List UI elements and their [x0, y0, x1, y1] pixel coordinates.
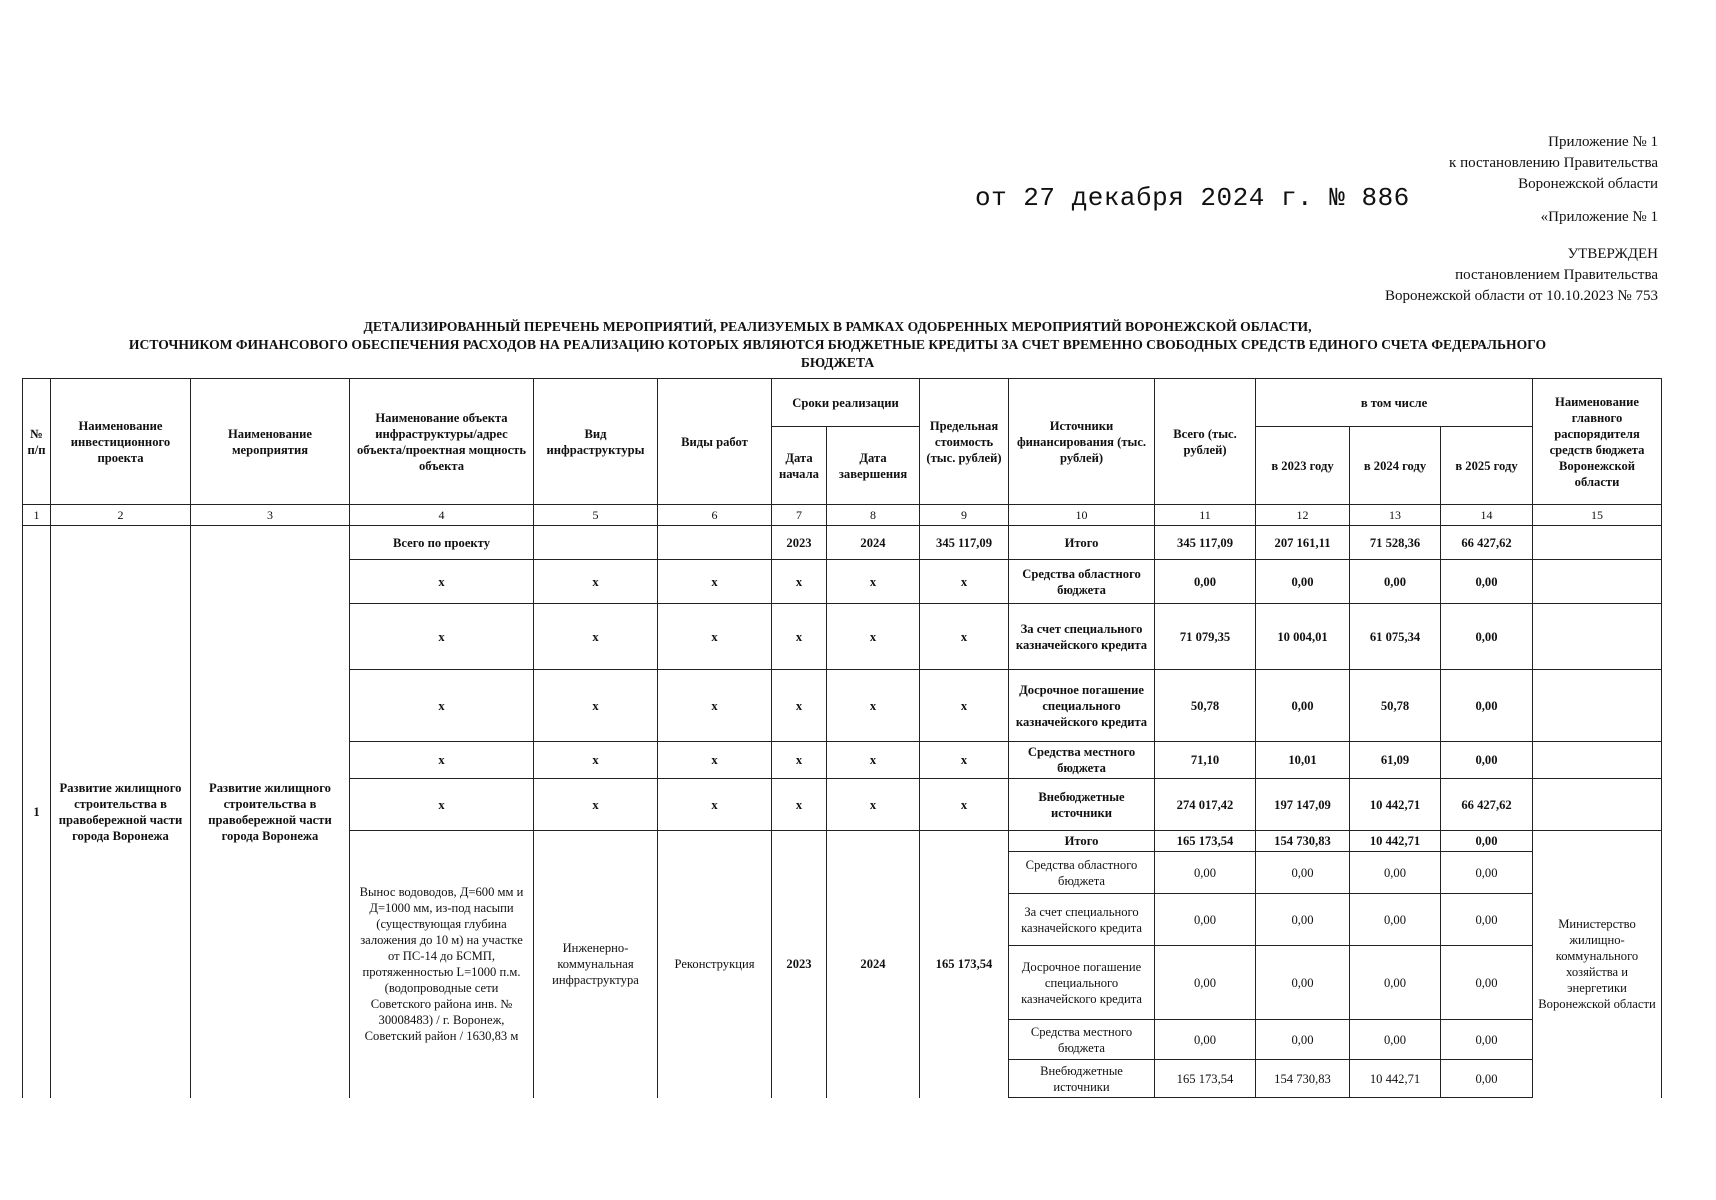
financing-table [22, 378, 1662, 1098]
x-mark: x [350, 560, 534, 604]
project-2024: 71 528,36 [1350, 526, 1441, 560]
object-total: 0,00 [1155, 946, 1256, 1020]
x-mark: x [534, 742, 658, 779]
object-total: 0,00 [1155, 852, 1256, 894]
annex-line: Приложение № 1 [1548, 134, 1658, 150]
col-header-infra: Вид инфраструктуры [534, 379, 658, 505]
source-name: Внебюджетные источники [1009, 779, 1155, 831]
source-2025: 0,00 [1441, 560, 1533, 604]
project-start: 2023 [772, 526, 827, 560]
object-source: За счет специального казначейского кредита [1009, 894, 1155, 946]
col-number: 13 [1350, 505, 1441, 526]
x-mark: x [920, 779, 1009, 831]
approved-line: УТВЕРЖДЕН [1567, 246, 1658, 262]
object-2025: 0,00 [1441, 1060, 1533, 1098]
object-2024: 10 442,71 [1350, 1060, 1441, 1098]
col-header-activity: Наименование мероприятия [191, 379, 350, 505]
source-name: За счет специального казначейского кредита [1009, 604, 1155, 670]
x-mark: x [827, 670, 920, 742]
object-limit: 165 173,54 [920, 831, 1009, 1098]
x-mark: x [920, 604, 1009, 670]
col-header-2024: в 2024 году [1350, 427, 1441, 505]
project-end: 2024 [827, 526, 920, 560]
title-line: ИСТОЧНИКОМ ФИНАНСОВОГО ОБЕСПЕЧЕНИЯ РАСХОДОВ НА РЕАЛИЗАЦИЮ КОТОРЫХ ЯВЛЯЮТСЯ БЮДЖЕТНЫЕ КРЕДИТЫ ЗА СЧЕТ ВРЕМЕННО СВОБОДНЫХ СРЕДСТВ ЕДИНОГО СЧЕТА ФЕДЕРАЛЬНОГО [128, 337, 1547, 352]
source-total: 50,78 [1155, 670, 1256, 742]
source-2023: 0,00 [1256, 560, 1350, 604]
object-source: Средства местного бюджета [1009, 1020, 1155, 1060]
x-mark: x [534, 670, 658, 742]
col-header-works: Виды работ [658, 379, 772, 505]
source-2023: 10 004,01 [1256, 604, 1350, 670]
source-total: 274 017,42 [1155, 779, 1256, 831]
approved-line: Воронежской области от 10.10.2023 № 753 [1384, 288, 1658, 304]
x-mark: x [772, 604, 827, 670]
activity-name: Развитие жилищного строительства в правобережной части города Воронежа [191, 526, 350, 1098]
source-total: 0,00 [1155, 560, 1256, 604]
object-end: 2024 [827, 831, 920, 1098]
x-mark: x [920, 670, 1009, 742]
x-mark: x [772, 779, 827, 831]
object-source: Средства областного бюджета [1009, 852, 1155, 894]
col-header-2025: в 2025 году [1441, 427, 1533, 505]
object-source: Итого [1009, 831, 1155, 852]
col-number: 12 [1256, 505, 1350, 526]
col-header-object: Наименование объекта инфраструктуры/адрес объекта/проектная мощность объекта [350, 379, 534, 505]
source-2024: 50,78 [1350, 670, 1441, 742]
col-number: 14 [1441, 505, 1533, 526]
col-number: 8 [827, 505, 920, 526]
source-2025: 0,00 [1441, 742, 1533, 779]
col-number: 7 [772, 505, 827, 526]
annex-header [1385, 132, 1658, 307]
project-number: 1 [23, 526, 51, 1098]
project-total: 345 117,09 [1155, 526, 1256, 560]
x-mark: x [658, 742, 772, 779]
x-mark: x [658, 604, 772, 670]
x-mark: x [920, 742, 1009, 779]
source-2024: 61,09 [1350, 742, 1441, 779]
source-total: 71,10 [1155, 742, 1256, 779]
x-mark: x [534, 604, 658, 670]
x-mark: x [920, 560, 1009, 604]
project-total-label: Всего по проекту [350, 526, 534, 560]
document-title [40, 318, 1635, 372]
x-mark: x [827, 604, 920, 670]
col-header-terms: Сроки реализации [772, 379, 920, 427]
source-2025: 0,00 [1441, 604, 1533, 670]
source-2024: 61 075,34 [1350, 604, 1441, 670]
x-mark: x [350, 779, 534, 831]
x-mark: x [658, 560, 772, 604]
object-total: 165 173,54 [1155, 1060, 1256, 1098]
annex-line: к постановлению Правительства [1449, 155, 1658, 171]
resolution-date-stamp: от 27 декабря 2024 г. № 886 [975, 183, 1410, 213]
source-2023: 197 147,09 [1256, 779, 1350, 831]
col-header-2023: в 2023 году [1256, 427, 1350, 505]
col-header-manager: Наименование главного распорядителя средств бюджета Воронежской области [1533, 379, 1662, 505]
x-mark: x [772, 742, 827, 779]
col-number: 4 [350, 505, 534, 526]
title-line: ДЕТАЛИЗИРОВАННЫЙ ПЕРЕЧЕНЬ МЕРОПРИЯТИЙ, РЕАЛИЗУЕМЫХ В РАМКАХ ОДОБРЕННЫХ МЕРОПРИЯТИЙ ВОРОНЕЖСКОЙ ОБЛАСТИ, [363, 319, 1312, 334]
object-works: Реконструкция [658, 831, 772, 1098]
col-number: 10 [1009, 505, 1155, 526]
x-mark: x [350, 670, 534, 742]
object-2023: 0,00 [1256, 1020, 1350, 1060]
project-limit: 345 117,09 [920, 526, 1009, 560]
source-total: 71 079,35 [1155, 604, 1256, 670]
col-number: 3 [191, 505, 350, 526]
x-mark: x [534, 779, 658, 831]
x-mark: x [827, 742, 920, 779]
object-2025: 0,00 [1441, 946, 1533, 1020]
source-2024: 0,00 [1350, 560, 1441, 604]
object-2024: 0,00 [1350, 946, 1441, 1020]
source-name: Средства местного бюджета [1009, 742, 1155, 779]
source-2023: 10,01 [1256, 742, 1350, 779]
object-2023: 0,00 [1256, 852, 1350, 894]
object-2023: 154 730,83 [1256, 831, 1350, 852]
annex-line: Воронежской области [1518, 176, 1658, 192]
project-2023: 207 161,11 [1256, 526, 1350, 560]
object-2024: 0,00 [1350, 852, 1441, 894]
x-mark: x [658, 670, 772, 742]
object-2025: 0,00 [1441, 852, 1533, 894]
object-source: Внебюджетные источники [1009, 1060, 1155, 1098]
project-source: Итого [1009, 526, 1155, 560]
approved-line: постановлением Правительства [1455, 267, 1658, 283]
object-2024: 0,00 [1350, 1020, 1441, 1060]
object-source: Досрочное погашение специального казначейского кредита [1009, 946, 1155, 1020]
x-mark: x [827, 779, 920, 831]
x-mark: x [350, 604, 534, 670]
object-total: 0,00 [1155, 1020, 1256, 1060]
object-2024: 0,00 [1350, 894, 1441, 946]
col-number: 15 [1533, 505, 1662, 526]
col-number: 9 [920, 505, 1009, 526]
source-name: Средства областного бюджета [1009, 560, 1155, 604]
x-mark: x [350, 742, 534, 779]
col-header-limit-cost: Предельная стоимость (тыс. рублей) [920, 379, 1009, 505]
col-header-start: Дата начала [772, 427, 827, 505]
col-number: 5 [534, 505, 658, 526]
object-description: Вынос водоводов, Д=600 мм и Д=1000 мм, из-под насыпи (существующая глубина заложения до 10 м) на участке от ПС-14 до БСМП, протяженностью L=1000 п.м. (водопроводные сети Советского района инв. № 30008483) / г. Воронеж, Советский район / 1630,83 м [350, 831, 534, 1098]
object-2024: 10 442,71 [1350, 831, 1441, 852]
project-name: Развитие жилищного строительства в правобережной части города Воронежа [51, 526, 191, 1098]
x-mark: x [827, 560, 920, 604]
col-number: 11 [1155, 505, 1256, 526]
source-2024: 10 442,71 [1350, 779, 1441, 831]
col-header-total: Всего (тыс. рублей) [1155, 379, 1256, 505]
object-2023: 154 730,83 [1256, 1060, 1350, 1098]
source-2023: 0,00 [1256, 670, 1350, 742]
col-header-num: № п/п [23, 379, 51, 505]
object-total: 0,00 [1155, 894, 1256, 946]
object-total: 165 173,54 [1155, 831, 1256, 852]
object-2025: 0,00 [1441, 894, 1533, 946]
col-number: 1 [23, 505, 51, 526]
col-header-project: Наименование инвестиционного проекта [51, 379, 191, 505]
col-header-including: в том числе [1256, 379, 1533, 427]
x-mark: x [772, 560, 827, 604]
manager-name: Министерство жилищно-коммунального хозяйства и энергетики Воронежской области [1533, 831, 1662, 1098]
object-2025: 0,00 [1441, 1020, 1533, 1060]
annex-quote: «Приложение № 1 [1540, 209, 1658, 225]
col-number: 6 [658, 505, 772, 526]
x-mark: x [658, 779, 772, 831]
project-2025: 66 427,62 [1441, 526, 1533, 560]
title-line: БЮДЖЕТА [800, 355, 875, 370]
x-mark: x [772, 670, 827, 742]
col-header-sources: Источники финансирования (тыс. рублей) [1009, 379, 1155, 505]
col-number: 2 [51, 505, 191, 526]
source-2025: 0,00 [1441, 670, 1533, 742]
source-2025: 66 427,62 [1441, 779, 1533, 831]
object-2023: 0,00 [1256, 894, 1350, 946]
object-2025: 0,00 [1441, 831, 1533, 852]
col-header-end: Дата завершения [827, 427, 920, 505]
object-start: 2023 [772, 831, 827, 1098]
source-name: Досрочное погашение специального казначейского кредита [1009, 670, 1155, 742]
object-2023: 0,00 [1256, 946, 1350, 1020]
object-infra: Инженерно-коммунальная инфраструктура [534, 831, 658, 1098]
x-mark: x [534, 560, 658, 604]
